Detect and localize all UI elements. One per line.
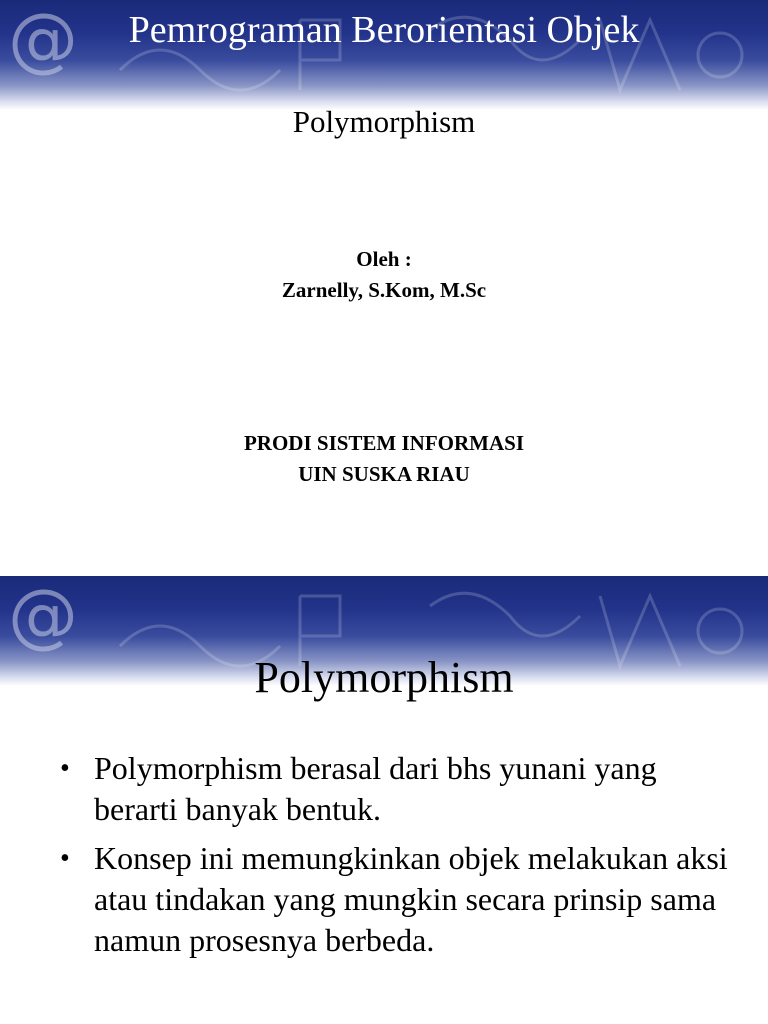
slide-title: Polymorphism — [254, 653, 514, 702]
slide-separator — [0, 512, 768, 576]
at-sign-logo-icon: @ — [8, 0, 78, 80]
institution-block — [0, 428, 768, 490]
bullet-text: Polymorphism berasal dari bhs yunani yang berarti banyak bentuk. — [94, 750, 657, 827]
bullet-list — [60, 748, 740, 969]
bullet-text: Konsep ini memungkinkan objek melakukan aksi atau tindakan yang mungkin secara prinsip sama namun prosesnya berbeda. — [94, 840, 728, 958]
bullet-dot-icon: • — [60, 753, 70, 784]
bullet-dot-icon: • — [60, 843, 70, 874]
institution-program: PRODI SISTEM INFORMASI — [243, 431, 525, 455]
author-name: Zarnelly, S.Kom, M.Sc — [281, 278, 487, 302]
byline-label: Oleh : — [356, 247, 412, 271]
author-byline — [0, 244, 768, 306]
list-item — [60, 838, 740, 961]
content-slide — [0, 576, 768, 1024]
at-sign-logo-icon: @ — [8, 576, 78, 656]
slide-subtitle: Polymorphism — [292, 104, 476, 139]
institution-university: UIN SUSKA RIAU — [298, 462, 470, 486]
course-title: Pemrograman Berorientasi Objek — [128, 9, 640, 51]
list-item — [60, 748, 740, 830]
header-banner — [0, 0, 768, 110]
